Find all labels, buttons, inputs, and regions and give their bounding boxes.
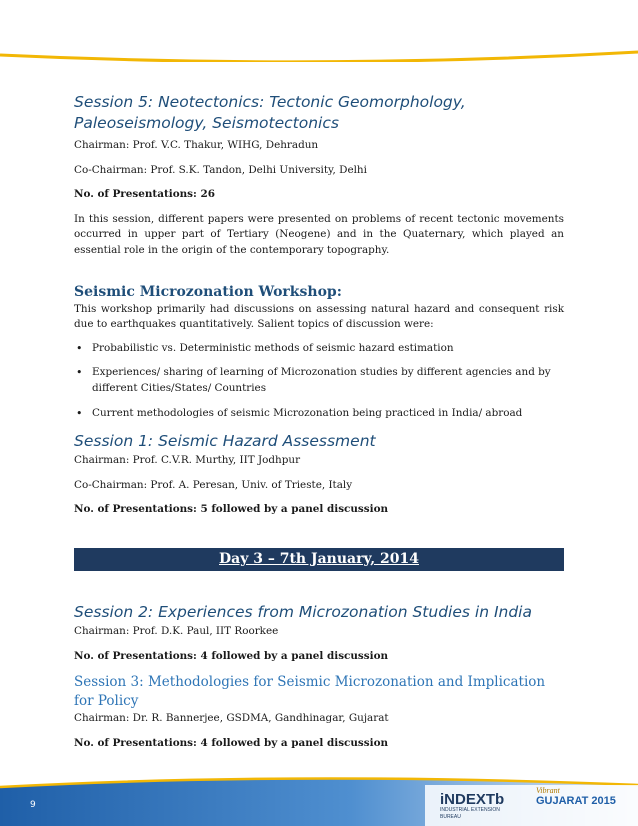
session1-title: Session 1: Seismic Hazard Assessment [74,432,376,451]
session5-cochairman: Co-Chairman: Prof. S.K. Tandon, Delhi University, Delhi [74,163,367,176]
session5-presentations: No. of Presentations: 26 [74,188,215,201]
session1-presentations: No. of Presentations: 5 followed by a panel discussion [74,503,389,516]
session3-title: Session 3: Methodologies for Seismic Microzonation and Implication for Policy [74,674,546,710]
day-banner: Day 3 – 7th January, 2014 [74,548,564,571]
list-item: • Probabilistic vs. Deterministic methods of seismic hazard estimation [74,341,564,357]
vibrant-gujarat-logo [536,786,622,824]
session3-presentations: No. of Presentations: 4 followed by a panel discussion [74,736,389,749]
session2-chairman: Chairman: Prof. D.K. Paul, IIT Roorkee [74,625,279,637]
session2-title: Session 2: Experiences from Microzonation Studies in India [74,603,532,621]
session1-cochairman: Co-Chairman: Prof. A. Peresan, Univ. of Trieste, Italy [74,478,353,491]
logo1-text: iNDEXTb [440,791,505,808]
workshop-intro: This workshop primarily had discussions on assessing natural hazard and consequent risk due to earthquakes quantitatively. Salient topics of discussion were: [74,302,564,331]
session1-chairman: Chairman: Prof. C.V.R. Murthy, IIT Jodhpur [74,454,301,467]
header-decoration [0,0,638,62]
page-number: 9 [30,800,36,810]
list-item: • Experiences/ sharing of learning of Microzonation studies by different agencies and by different Cities/States/ Countries [74,365,564,396]
indextb-logo [440,792,520,822]
list-item: • Current methodologies of seismic Microzonation being practiced in India/ abroad [74,406,564,422]
session5-chairman: Chairman: Prof. V.C. Thakur, WIHG, Dehradun [74,139,319,151]
session5-title: Session 5: Neotectonics: Tectonic Geomorphology, Paleoseismology, Seismotectonics [74,93,466,132]
logo2-small: Vibrant [536,786,560,795]
session2-presentations: No. of Presentations: 4 followed by a panel discussion [74,649,389,662]
workshop-title: Seismic Microzonation Workshop: [74,283,342,300]
main-content [74,92,564,518]
logo2-text: GUJARAT 2015 [536,795,616,807]
workshop-topics [74,341,564,421]
session3-chairman: Chairman: Dr. R. Bannerjee, GSDMA, Gandhinagar, Gujarat [74,712,389,725]
logo1-sub: INDUSTRIAL EXTENSION BUREAU [440,807,500,820]
day3-content [74,602,564,751]
session5-description: In this session, different papers were presented on problems of recent tectonic movements occurred in upper part of Tertiary (Neogene) and in the Quaternary, which played an essential role in the origin of the contemporary topography. [74,212,564,256]
